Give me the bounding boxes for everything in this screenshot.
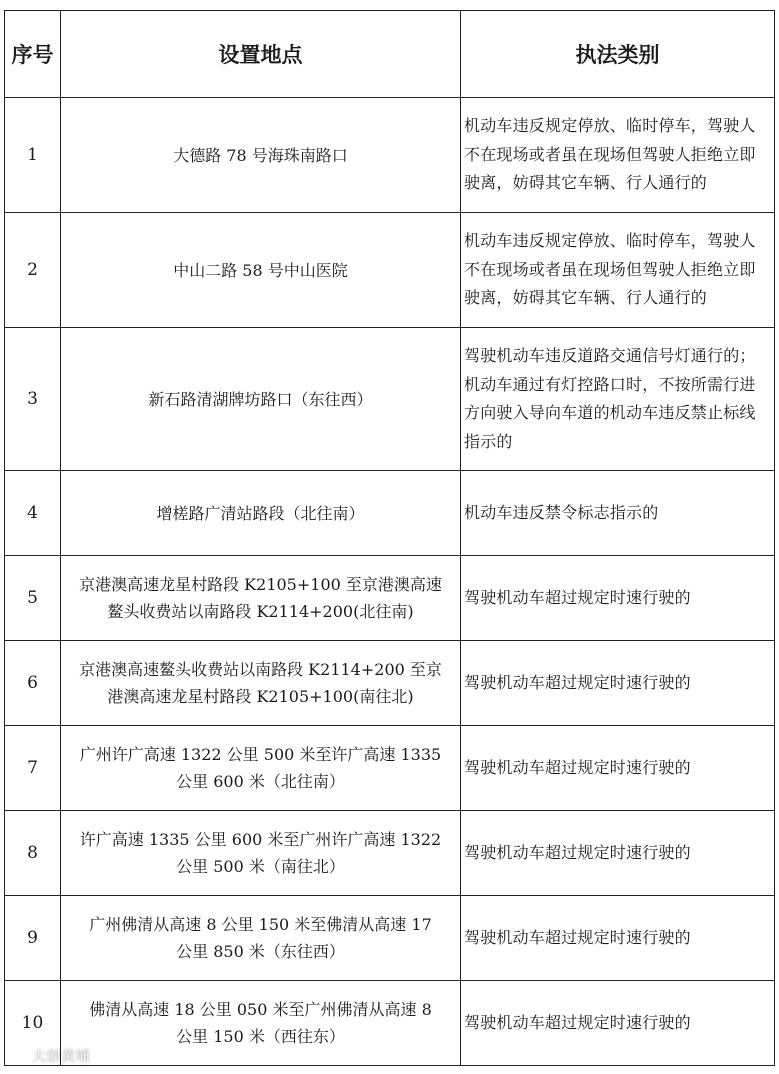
row-location <box>61 641 461 726</box>
table-row <box>5 811 775 896</box>
table-row <box>5 896 775 981</box>
row-category <box>461 213 775 328</box>
row-serial: 8 <box>5 811 61 896</box>
row-location <box>61 726 461 811</box>
row-location <box>61 471 461 556</box>
row-category <box>461 328 775 471</box>
table-row <box>5 471 775 556</box>
row-category <box>461 98 775 213</box>
category-line: 驾驶机动车违反道路交通信号灯通行的； <box>464 346 756 365</box>
row-serial: 3 <box>5 328 61 471</box>
category-line: 驾驶机动车超过规定时速行驶的 <box>464 842 691 862</box>
category-line: 驾驶机动车超过规定时速行驶的 <box>464 1012 691 1032</box>
category-line: 驾驶机动车超过规定时速行驶的 <box>464 587 691 607</box>
row-category <box>461 726 775 811</box>
row-serial: 1 <box>5 98 61 213</box>
location-line: 公里 850 米（东往西） <box>176 942 345 961</box>
row-category <box>461 981 775 1066</box>
table-row <box>5 213 775 328</box>
header-serial: 序号 <box>5 11 61 98</box>
location-line: 大德路 78 号海珠南路口 <box>173 145 348 165</box>
row-serial: 10 <box>5 981 61 1066</box>
category-line: 驾驶机动车超过规定时速行驶的 <box>464 672 691 692</box>
location-line: 许广高速 1335 公里 600 米至广州许广高速 1322 <box>79 830 442 849</box>
watermark-text: 大创黄埔 <box>32 1049 90 1065</box>
location-line: 佛清从高速 18 公里 050 米至广州佛清从高速 8 <box>89 1000 432 1019</box>
row-category <box>461 471 775 556</box>
header-category: 执法类别 <box>461 11 775 98</box>
row-category <box>461 641 775 726</box>
row-location <box>61 811 461 896</box>
table-row <box>5 556 775 641</box>
category-line: 机动车违反禁令标志指示的 <box>464 502 659 522</box>
row-category <box>461 556 775 641</box>
row-location <box>61 98 461 213</box>
location-line: 港澳高速龙星村路段 K2105+100(南往北) <box>107 687 414 706</box>
location-line: 鳌头收费站以南路段 K2114+200(北往南) <box>107 602 414 621</box>
row-location <box>61 896 461 981</box>
location-line: 新石路清湖牌坊路口（东往西） <box>148 389 373 409</box>
location-line: 京港澳高速鳌头收费站以南路段 K2114+200 至京 <box>79 660 442 679</box>
table-row <box>5 98 775 213</box>
row-category <box>461 896 775 981</box>
category-line: 驾驶机动车超过规定时速行驶的 <box>464 927 691 947</box>
row-serial: 4 <box>5 471 61 556</box>
category-line: 机动车违反规定停放、临时停车，驾驶人不在现场或者虽在现场但驾驶人拒绝立即驶离，妨碍其它车辆、行人通行的 <box>464 231 756 308</box>
table-row <box>5 981 775 1066</box>
row-serial: 7 <box>5 726 61 811</box>
header-row <box>5 11 775 98</box>
header-location: 设置地点 <box>61 11 461 98</box>
logo-icon <box>8 1050 30 1064</box>
location-line: 中山二路 58 号中山医院 <box>173 260 348 280</box>
row-location <box>61 981 461 1066</box>
row-location <box>61 213 461 328</box>
row-serial: 2 <box>5 213 61 328</box>
table-row <box>5 726 775 811</box>
row-serial: 5 <box>5 556 61 641</box>
table-row <box>5 328 775 471</box>
location-line: 增槎路广清站路段（北往南） <box>156 503 365 523</box>
enforcement-table <box>4 10 775 1066</box>
location-line: 公里 150 米（西往东） <box>176 1027 345 1046</box>
location-line: 广州许广高速 1322 公里 500 米至许广高速 1335 <box>79 745 442 764</box>
location-line: 京港澳高速龙星村路段 K2105+100 至京港澳高速 <box>79 575 442 594</box>
category-line: 机动车违反规定停放、临时停车，驾驶人不在现场或者虽在现场但驾驶人拒绝立即驶离，妨碍其它车辆、行人通行的 <box>464 116 756 193</box>
row-category <box>461 811 775 896</box>
location-line: 广州佛清从高速 8 公里 150 米至佛清从高速 17 <box>89 915 432 934</box>
row-location <box>61 556 461 641</box>
category-line: 机动车通过有灯控路口时，不按所需行进方向驶入导向车道的机动车违反禁止标线指示的 <box>464 374 756 451</box>
location-line: 公里 600 米（北往南） <box>176 772 345 791</box>
table-row <box>5 641 775 726</box>
row-serial: 9 <box>5 896 61 981</box>
row-serial: 6 <box>5 641 61 726</box>
row-location <box>61 328 461 471</box>
location-line: 公里 500 米（南往北） <box>176 857 345 876</box>
watermark <box>8 1046 90 1066</box>
category-line: 驾驶机动车超过规定时速行驶的 <box>464 757 691 777</box>
